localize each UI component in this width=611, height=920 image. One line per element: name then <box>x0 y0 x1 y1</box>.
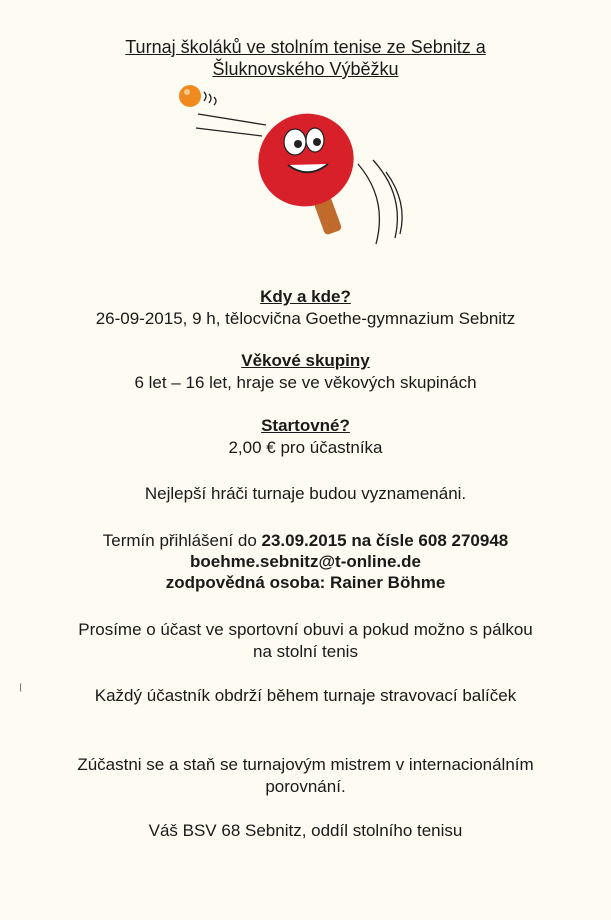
when-where-heading: Kdy a kde? <box>260 287 351 306</box>
ping-pong-paddle-with-ball-icon <box>168 82 428 250</box>
closing-line-1: Zúčastni se a staň se turnajovým mistrem v internacionálním <box>77 755 534 774</box>
registration-deadline <box>0 530 611 552</box>
awards-text: Nejlepší hráči turnaje budou vyznamenáni. <box>144 484 467 503</box>
registration-prefix: Termín přihlášení do <box>102 531 262 550</box>
ball-icon <box>179 85 201 107</box>
when-where-details: 26-09-2015, 9 h, tělocvična Goethe-gymnazium Sebnitz <box>95 309 516 328</box>
flyer-title-line-1: Turnaj školáků ve stolním tenise ze Sebnitz a <box>125 37 486 57</box>
food-text: Každý účastník obdrží během turnaje stravovací balíček <box>94 686 517 705</box>
contact-email: boehme.sebnitz@t-online.de <box>190 552 421 571</box>
equipment-line-1: Prosíme o účast ve sportovní obuvi a pokud možno s pálkou <box>78 620 533 639</box>
fee-heading: Startovné? <box>261 416 350 435</box>
age-groups-details: 6 let – 16 let, hraje se ve věkových skupinách <box>134 373 477 392</box>
flyer-title-line-2: Šluknovského Výběžku <box>212 59 399 79</box>
equipment-line-2: na stolní tenis <box>253 642 358 661</box>
contact-person: zodpovědná osoba: Rainer Böhme <box>165 573 446 592</box>
paddle-face <box>243 98 369 222</box>
closing-line-2: porovnání. <box>265 777 346 796</box>
fee-details: 2,00 € pro účastníka <box>228 438 383 457</box>
registration-deadline-bold: 23.09.2015 na čísle 608 270948 <box>261 531 509 550</box>
signature: Váš BSV 68 Sebnitz, oddíl stolního tenisu <box>148 821 463 840</box>
age-groups-heading: Věkové skupiny <box>241 351 370 370</box>
